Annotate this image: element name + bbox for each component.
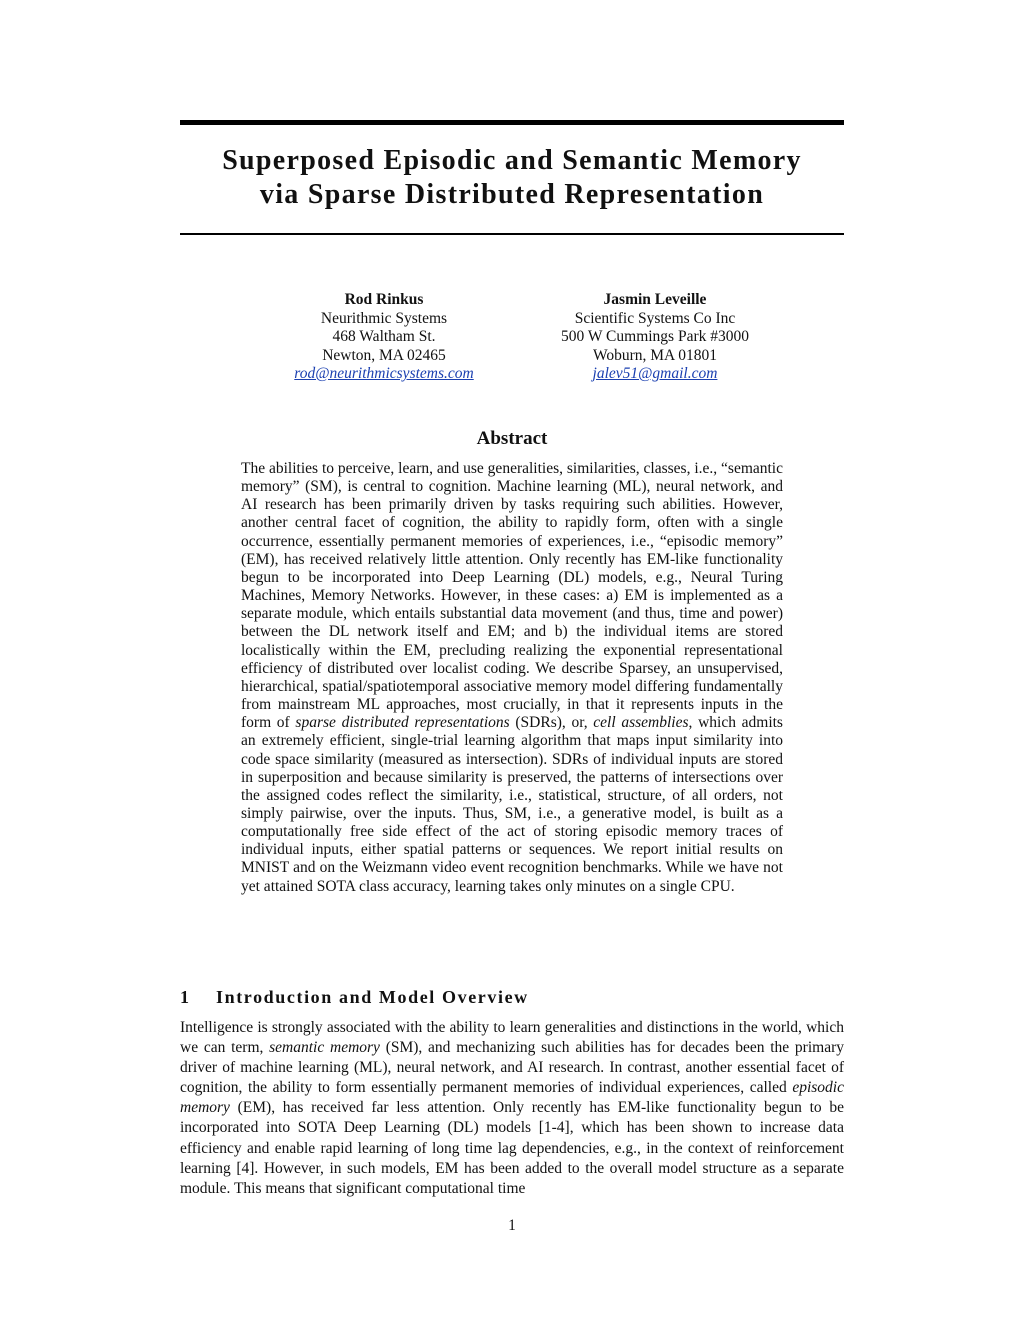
author-address-city: Woburn, MA 01801 [592, 346, 718, 364]
title-line-2: via Sparse Distributed Representation [259, 179, 765, 210]
author-email-link[interactable]: jalev51@gmail.com [592, 365, 718, 382]
author-address-city: Newton, MA 02465 [322, 346, 446, 364]
section-number: 1 [180, 987, 191, 1007]
author-name: Rod Rinkus [344, 291, 424, 308]
author-name: Jasmin Leveille [603, 291, 707, 308]
intro-text-part: (SM), and mechanizing such abilities has for decades been the primary driver of machine learning (ML), neural network, and AI research. In contrast, another essential facet of cognition, the ability to form essentially permanent memories of individual experiences, called [180, 1039, 844, 1097]
author-affiliation: Neurithmic Systems [320, 309, 448, 327]
intro-text-part: Intelligence is strongly associated with the ability to learn generalities and distinctions in the world, which we can term, [180, 1019, 844, 1057]
author-address-street: 468 Waltham St. [332, 328, 436, 345]
page-number: 1 [508, 1217, 516, 1234]
author-email-link[interactable]: rod@neurithmicsystems.com [294, 365, 474, 382]
intro-text-part: (EM), has received far less attention. Only recently has EM-like functionality begun to be incorporated into SOTA Deep Learning (DL) models [1-4], which has been shown to increase data efficiency and enable rapid learning of long time lag dependencies, e.g., in the context of reinforcement learning [4]. However, in such models, EM has been added to the overall model structure as a separate module. This means that significant computational time [180, 1099, 844, 1197]
abstract-heading: Abstract [476, 428, 548, 449]
title-top-rule [180, 120, 844, 125]
author-block-rinkus [244, 291, 524, 384]
abstract-emphasis: sparse distributed representations [295, 714, 510, 732]
abstract-emphasis: cell assemblies [593, 714, 689, 732]
author-affiliation: Scientific Systems Co Inc [574, 309, 736, 327]
title-bottom-rule [180, 233, 844, 235]
section-title: Introduction and Model Overview [216, 987, 529, 1007]
abstract-text-part: The abilities to perceive, learn, and use generalities, similarities, classes, i.e., “semantic memory” (SM), is central to cognition. Machine learning (ML), neural network, and AI research has been primarily driven by tasks requiring such abilities. However, another central facet of cognition, the ability to rapidly form, often with a single occurrence, essentially permanent memories of experiences, i.e., “episodic memory” (EM), has received relatively little attention. Only recently has EM-like functionality begun to be incorporated into Deep Learning (DL) models, e.g., Neural Turing Machines, Memory Networks. However, in these cases: a) EM is implemented as a separate module, which entails substantial data movement (and thus, time and power) between the DL network itself and EM; and b) the individual items are stored localistically within the EM, precluding realizing the exponential representational efficiency of distributed over localist coding. We describe Sparsey, an unsupervised, hierarchical, spatial/spatiotemporal associative memory model differing fundamentally from mainstream ML approaches, most crucially, in that it represents inputs in the form of [241, 460, 783, 732]
intro-emphasis: semantic memory [269, 1039, 380, 1057]
abstract-text-part: (SDRs), or, [509, 714, 594, 732]
author-address-street: 500 W Cummings Park #3000 [560, 328, 750, 345]
intro-emphasis: episodic memory [180, 1079, 844, 1117]
author-block-leveille [515, 291, 795, 384]
section-heading-introduction [180, 986, 844, 1008]
abstract-text-part: , which admits an extremely efficient, single-trial learning algorithm that maps input similarity into code space similarity (measured as intersection). SDRs of individual inputs are stored in superposition and because similarity is preserved, the patterns of intersections over the assigned codes reflect the similarity, i.e., statistical, structure, of all orders, not simply pairwise, over the inputs. Thus, SM, i.e., a generative model, is built as a computationally free side effect of the act of storing episodic memory traces of individual inputs, either spatial patterns or sequences. We report initial results on MNIST and on the Weizmann video event recognition benchmarks. While we have not yet attained SOTA class accuracy, learning takes only minutes on a single CPU. [241, 714, 783, 895]
abstract-text [241, 460, 783, 896]
title-line-1: Superposed Episodic and Semantic Memory [222, 145, 802, 176]
paper-title [180, 144, 844, 212]
introduction-text [180, 1018, 844, 1199]
